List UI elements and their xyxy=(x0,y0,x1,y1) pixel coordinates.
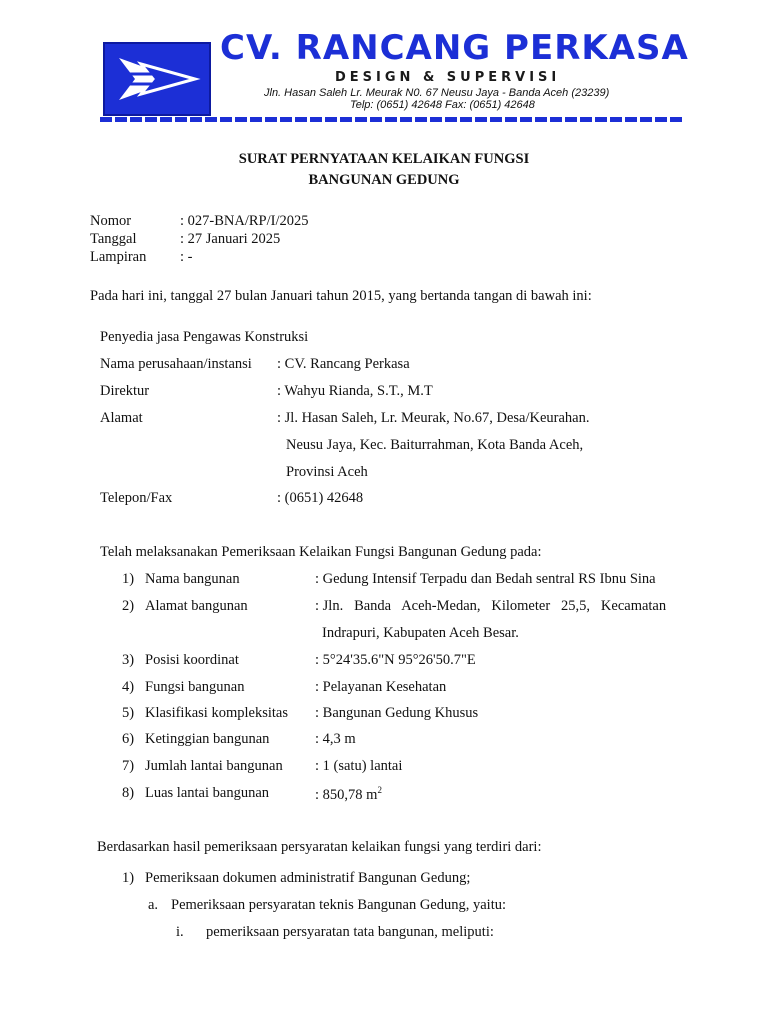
item-label-building-address: Alamat bangunan xyxy=(145,598,248,614)
item-label-coordinates: Posisi koordinat xyxy=(145,652,239,668)
item-value-height: : 4,3 m xyxy=(315,731,356,747)
item-number: 5) xyxy=(122,705,135,721)
company-name: CV. RANCANG PERKASA xyxy=(220,28,689,68)
item-number: 4) xyxy=(122,679,135,695)
item-number: 6) xyxy=(122,731,135,747)
company-phone: Telp: (0651) 42648 Fax: (0651) 42648 xyxy=(350,99,535,111)
meta-value-tanggal: : 27 Januari 2025 xyxy=(180,231,281,247)
provider-label-director: Direktur xyxy=(100,383,150,399)
meta-label-lampiran: Lampiran xyxy=(90,249,147,265)
item-value-function: : Pelayanan Kesehatan xyxy=(315,679,447,695)
meta-label-nomor: Nomor xyxy=(90,213,132,229)
item-value-building-address-cont: Indrapuri, Kabupaten Aceh Besar. xyxy=(322,625,519,641)
item-number: 7) xyxy=(122,758,135,774)
meta-label-tanggal: Tanggal xyxy=(90,231,137,247)
floor-area-text: : 850,78 m xyxy=(315,786,378,803)
results-l1-text: Pemeriksaan dokumen administratif Bangunan Gedung; xyxy=(145,870,471,886)
provider-value-company: : CV. Rancang Perkasa xyxy=(277,356,410,372)
item-label-classification: Klasifikasi kompleksitas xyxy=(145,705,288,721)
intro-paragraph: Pada hari ini, tanggal 27 bulan Januari tahun 2015, yang bertanda tangan di bawah ini: xyxy=(90,288,592,304)
provider-heading: Penyedia jasa Pengawas Konstruksi xyxy=(100,329,309,345)
item-value-building-name: : Gedung Intensif Terpadu dan Bedah sentral RS Ibnu Sina xyxy=(315,571,656,587)
item-label-height: Ketinggian bangunan xyxy=(145,731,270,747)
item-label-building-name: Nama bangunan xyxy=(145,571,240,587)
item-number: 1) xyxy=(122,571,135,587)
item-number: 8) xyxy=(122,785,135,801)
item-number: 3) xyxy=(122,652,135,668)
item-label-floors: Jumlah lantai bangunan xyxy=(145,758,283,774)
results-l3-text: pemeriksaan persyaratan tata bangunan, meliputi: xyxy=(206,924,494,940)
provider-address-line-2: Neusu Jaya, Kec. Baiturrahman, Kota Banda Aceh, xyxy=(286,437,584,453)
provider-label-phone: Telepon/Fax xyxy=(100,490,173,506)
provider-value-director: : Wahyu Rianda, S.T., M.T xyxy=(277,383,433,399)
floor-area-exponent: 2 xyxy=(377,785,382,795)
provider-value-phone: : (0651) 42648 xyxy=(277,490,364,506)
provider-label-address: Alamat xyxy=(100,410,143,426)
item-value-coordinates: : 5°24'35.6"N 95°26'50.7"E xyxy=(315,652,476,668)
company-subtitle: DESIGN & SUPERVISI xyxy=(335,70,561,85)
item-value-classification: : Bangunan Gedung Khusus xyxy=(315,705,479,721)
meta-value-nomor: : 027-BNA/RP/I/2025 xyxy=(180,213,309,229)
results-l2-number: a. xyxy=(148,897,159,913)
document-subtitle: BANGUNAN GEDUNG xyxy=(308,172,460,188)
inspection-heading: Telah melaksanakan Pemeriksaan Kelaikan Fungsi Bangunan Gedung pada: xyxy=(100,544,542,560)
document-title: SURAT PERNYATAAN KELAIKAN FUNGSI xyxy=(238,151,530,167)
provider-label-company: Nama perusahaan/instansi xyxy=(100,356,252,372)
item-value-floors: : 1 (satu) lantai xyxy=(315,758,403,774)
meta-value-lampiran: : - xyxy=(180,249,193,265)
results-l1-number: 1) xyxy=(122,870,135,886)
company-logo xyxy=(103,42,211,116)
results-heading: Berdasarkan hasil pemeriksaan persyaratan kelaikan fungsi yang terdiri dari: xyxy=(97,839,542,855)
item-value-floor-area xyxy=(315,785,382,804)
results-l2-text: Pemeriksaan persyaratan teknis Bangunan Gedung, yaitu: xyxy=(171,897,507,913)
company-address: Jln. Hasan Saleh Lr. Meurak N0. 67 Neusu Jaya - Banda Aceh (23239) xyxy=(264,87,610,99)
provider-value-address: : Jl. Hasan Saleh, Lr. Meurak, No.67, Desa/Keurahan. xyxy=(277,410,590,426)
item-label-function: Fungsi bangunan xyxy=(145,679,245,695)
item-number: 2) xyxy=(122,598,135,614)
letterhead-divider xyxy=(100,117,684,122)
item-value-building-address: : Jln. Banda Aceh-Medan, Kilometer 25,5, Kecamatan xyxy=(315,598,667,614)
results-l3-number: i. xyxy=(176,924,184,940)
provider-address-line-3: Provinsi Aceh xyxy=(286,464,368,480)
item-label-floor-area: Luas lantai bangunan xyxy=(145,785,270,801)
